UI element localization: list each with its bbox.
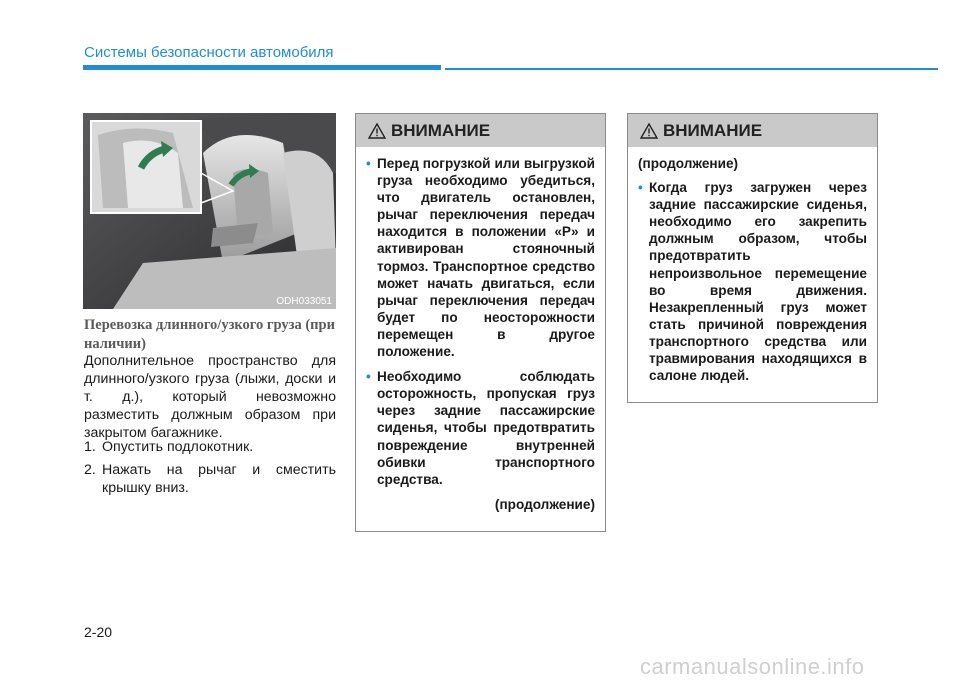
- step-number: 2.: [84, 462, 96, 478]
- header-rule-thick: [83, 65, 441, 70]
- warning-bullet: [366, 368, 595, 488]
- intro-paragraph: Дополнительное пространство для длинного/узкого груза (лыжи, доски и т. д.), который невозможно разместить должным образом при закрытом багажнике.: [84, 353, 336, 441]
- warning-bullet: [638, 179, 867, 384]
- warning-title: ВНИМАНИЕ: [391, 120, 491, 140]
- continued-label: (продолжение): [638, 156, 739, 171]
- watermark: carmanualsonline.info: [640, 654, 865, 679]
- warning-box-1: [355, 113, 606, 532]
- step-item: [84, 438, 336, 456]
- rear-seat-photo: [83, 113, 336, 309]
- warning-box-2: [627, 113, 878, 403]
- step-text: Нажать на рычаг и сместить крышку вниз.: [102, 462, 336, 496]
- warning-header: [356, 114, 605, 147]
- bullet-text: Когда груз загружен через задние пассажирские сиденья, необходимо его закрепить должным образом, чтобы предотвратить непроизвольное перемещение во время движения. Незакрепленный груз может стать причиной повреждения транспортного средства или травмирования находящихся в салоне людей.: [649, 180, 867, 384]
- warning-body: [356, 147, 605, 513]
- continued-label: (продолжение): [494, 496, 595, 512]
- page-number: 2-20: [84, 624, 113, 640]
- step-item: [84, 461, 336, 497]
- warning-triangle-icon: [368, 123, 386, 139]
- bullet-text: Перед погрузкой или выгрузкой груза необходимо убедиться, что двигатель остановлен, рычаг переключения передач находится в положении «P» и активирован стояночный тормоз. Транспортное средство может начать двигаться, если рычаг переключения передач будет по неосторожности перемещен в другое положение.: [377, 156, 595, 360]
- bullet-icon: •: [366, 369, 371, 385]
- warning-triangle-icon: [640, 123, 658, 139]
- bullet-text: Необходимо соблюдать осторожность, пропуская груз через задние пассажирские сиденья, чтобы предотвратить повреждение внутренней обивки транспортного средства.: [377, 369, 595, 487]
- bullet-icon: •: [366, 156, 371, 171]
- step-number: 1.: [84, 439, 96, 455]
- figure-code: ODH033051: [276, 296, 332, 307]
- steps-list: [84, 438, 336, 502]
- step-text: Опустить подлокотник.: [102, 439, 254, 455]
- warning-body: [628, 147, 877, 384]
- header-rule-thin: [445, 68, 938, 70]
- bullet-icon: •: [638, 180, 643, 196]
- warning-title: ВНИМАНИЕ: [663, 120, 763, 140]
- section-header-title: Системы безопасности автомобиля: [84, 44, 334, 61]
- warning-header: [628, 114, 877, 147]
- warning-bullet: [366, 155, 595, 360]
- section-title: Перевозка длинного/узкого груза (при наличии): [84, 317, 335, 352]
